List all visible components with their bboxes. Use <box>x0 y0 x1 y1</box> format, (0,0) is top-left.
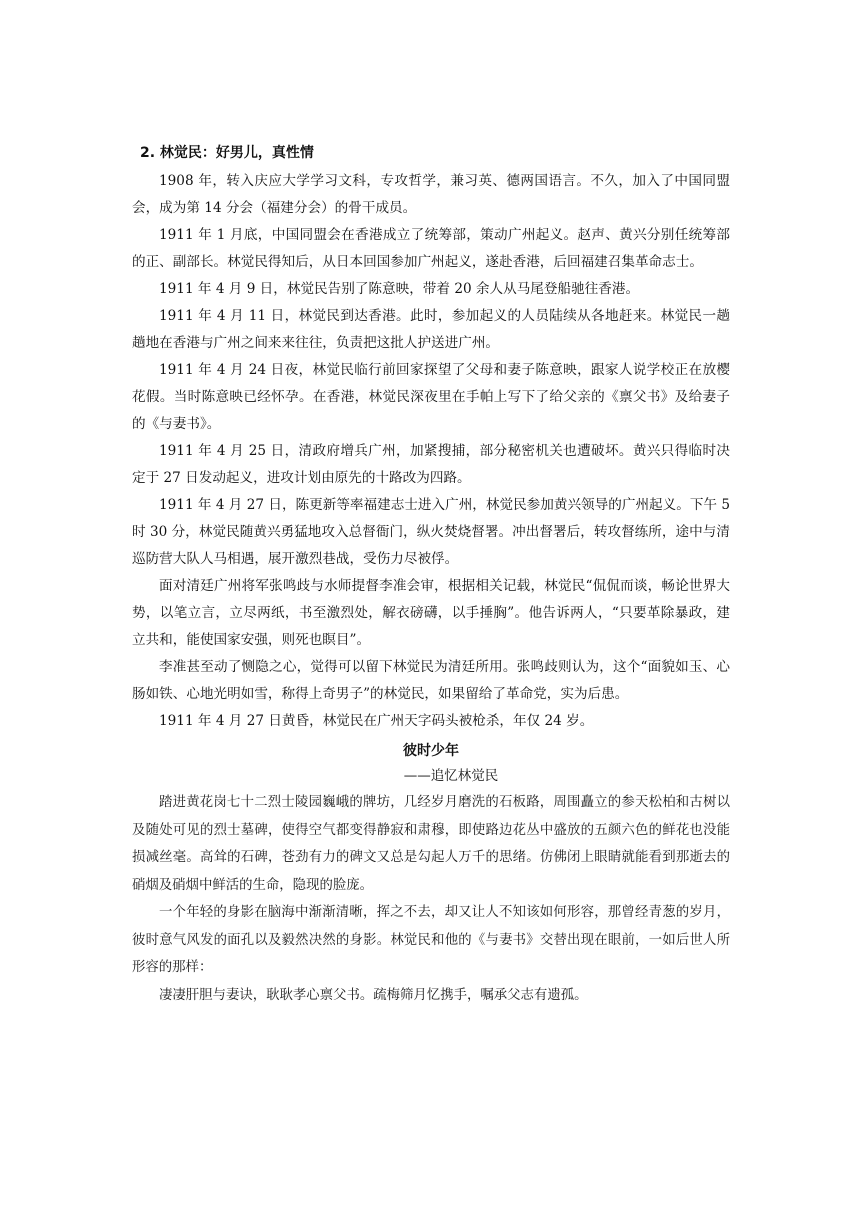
essay-paragraph-3: 凄凄肝胆与妻诀，耿耿孝心禀父书。疏梅筛月忆携手，嘱承父志有遗孤。 <box>159 987 588 1003</box>
paragraph-1908: 1908 年，转入庆应大学学习文科，专攻哲学，兼习英、德两国语言。不久，加入了中国同盟会，成为第 14 分会（福建分会）的骨干成员。 <box>132 173 730 216</box>
essay-title: 彼时少年 <box>403 743 459 759</box>
essay-paragraph-1: 踏进黄花岗七十二烈士陵园巍峨的牌坊，几经岁月磨洗的石板路，周围矗立的参天松柏和古树以及随处可见的烈士墓碑，使得空气都变得静寂和肃穆，即使路边花丛中盛放的五颜六色的鲜花也没能损减丝毫。高耸的石碑，苍劲有力的碑文又总是勾起人万千的思绪。仿佛闭上眼睛就能看到那逝去的硝烟及硝烟中鲜活的生命，隐现的脸庞。 <box>132 795 730 893</box>
paragraph-li-zhun: 李准甚至动了恻隐之心，觉得可以留下林觉民为清廷所用。张鸣歧则认为，这个“面貌如玉、心肠如铁、心地光明如雪，称得上奇男子”的林觉民，如果留给了革命党，实为后患。 <box>132 659 730 702</box>
paragraph-1911-apr-11: 1911 年 4 月 11 日，林觉民到达香港。此时，参加起义的人员陆续从各地赶来。林觉民一趟趟地在香港与广州之间来来往往，负责把这批人护送进广州。 <box>132 308 730 351</box>
essay-subtitle: ——追忆林觉民 <box>403 768 499 784</box>
paragraph-1911-apr-24: 1911 年 4 月 24 日夜，林觉民临行前回家探望了父母和妻子陈意映，跟家人说学校正在放樱花假。当时陈意映已经怀孕。在香港，林觉民深夜里在手帕上写下了给父亲的《禀父书》及给妻子的《与妻书》。 <box>132 362 730 432</box>
paragraph-1911-jan: 1911 年 1 月底，中国同盟会在香港成立了统筹部，策动广州起义。赵声、黄兴分别任统筹部的正、副部长。林觉民得知后，从日本回国参加广州起义，遂赴香港，后回福建召集革命志士。 <box>132 227 730 270</box>
essay-paragraph-2: 一个年轻的身影在脑海中渐渐清晰，挥之不去，却又让人不知该如何形容，那曾经青葱的岁月，彼时意气风发的面孔以及毅然决然的身影。林觉民和他的《与妻书》交替出现在眼前，一如后世人所形容的那样： <box>132 905 730 975</box>
paragraph-1911-apr-25: 1911 年 4 月 25 日，清政府增兵广州，加紧搜捕，部分秘密机关也遭破坏。黄兴只得临时决定于 27 日发动起义，进攻计划由原先的十路改为四路。 <box>132 443 730 486</box>
paragraph-execution: 1911 年 4 月 27 日黄昏，林觉民在广州天字码头被枪杀，年仅 24 岁。 <box>159 713 594 729</box>
paragraph-trial: 面对清廷广州将军张鸣歧与水师提督李准会审，根据相关记载，林觉民“侃侃而谈，畅论世界大势，以笔立言，立尽两纸，书至激烈处，解衣磅礴，以手捶胸”。他告诉两人，“只要革除暴政，建立共和，能使国家安强，则死也瞑目”。 <box>132 578 730 648</box>
section-heading: 2. 林觉民：好男儿，真性情 <box>140 145 314 161</box>
document-body <box>132 141 730 1009</box>
paragraph-1911-apr-27: 1911 年 4 月 27 日，陈更新等率福建志士进入广州，林觉民参加黄兴领导的广州起义。下午 5 时 30 分，林觉民随黄兴勇猛地攻入总督衙门，纵火焚烧督署。冲出督署后，转攻督练所，途中与清巡防营大队人马相遇，展开激烈巷战，受伤力尽被俘。 <box>132 497 730 567</box>
paragraph-1911-apr-9: 1911 年 4 月 9 日，林觉民告别了陈意映，带着 20 余人从马尾登船驰往香港。 <box>159 281 640 297</box>
